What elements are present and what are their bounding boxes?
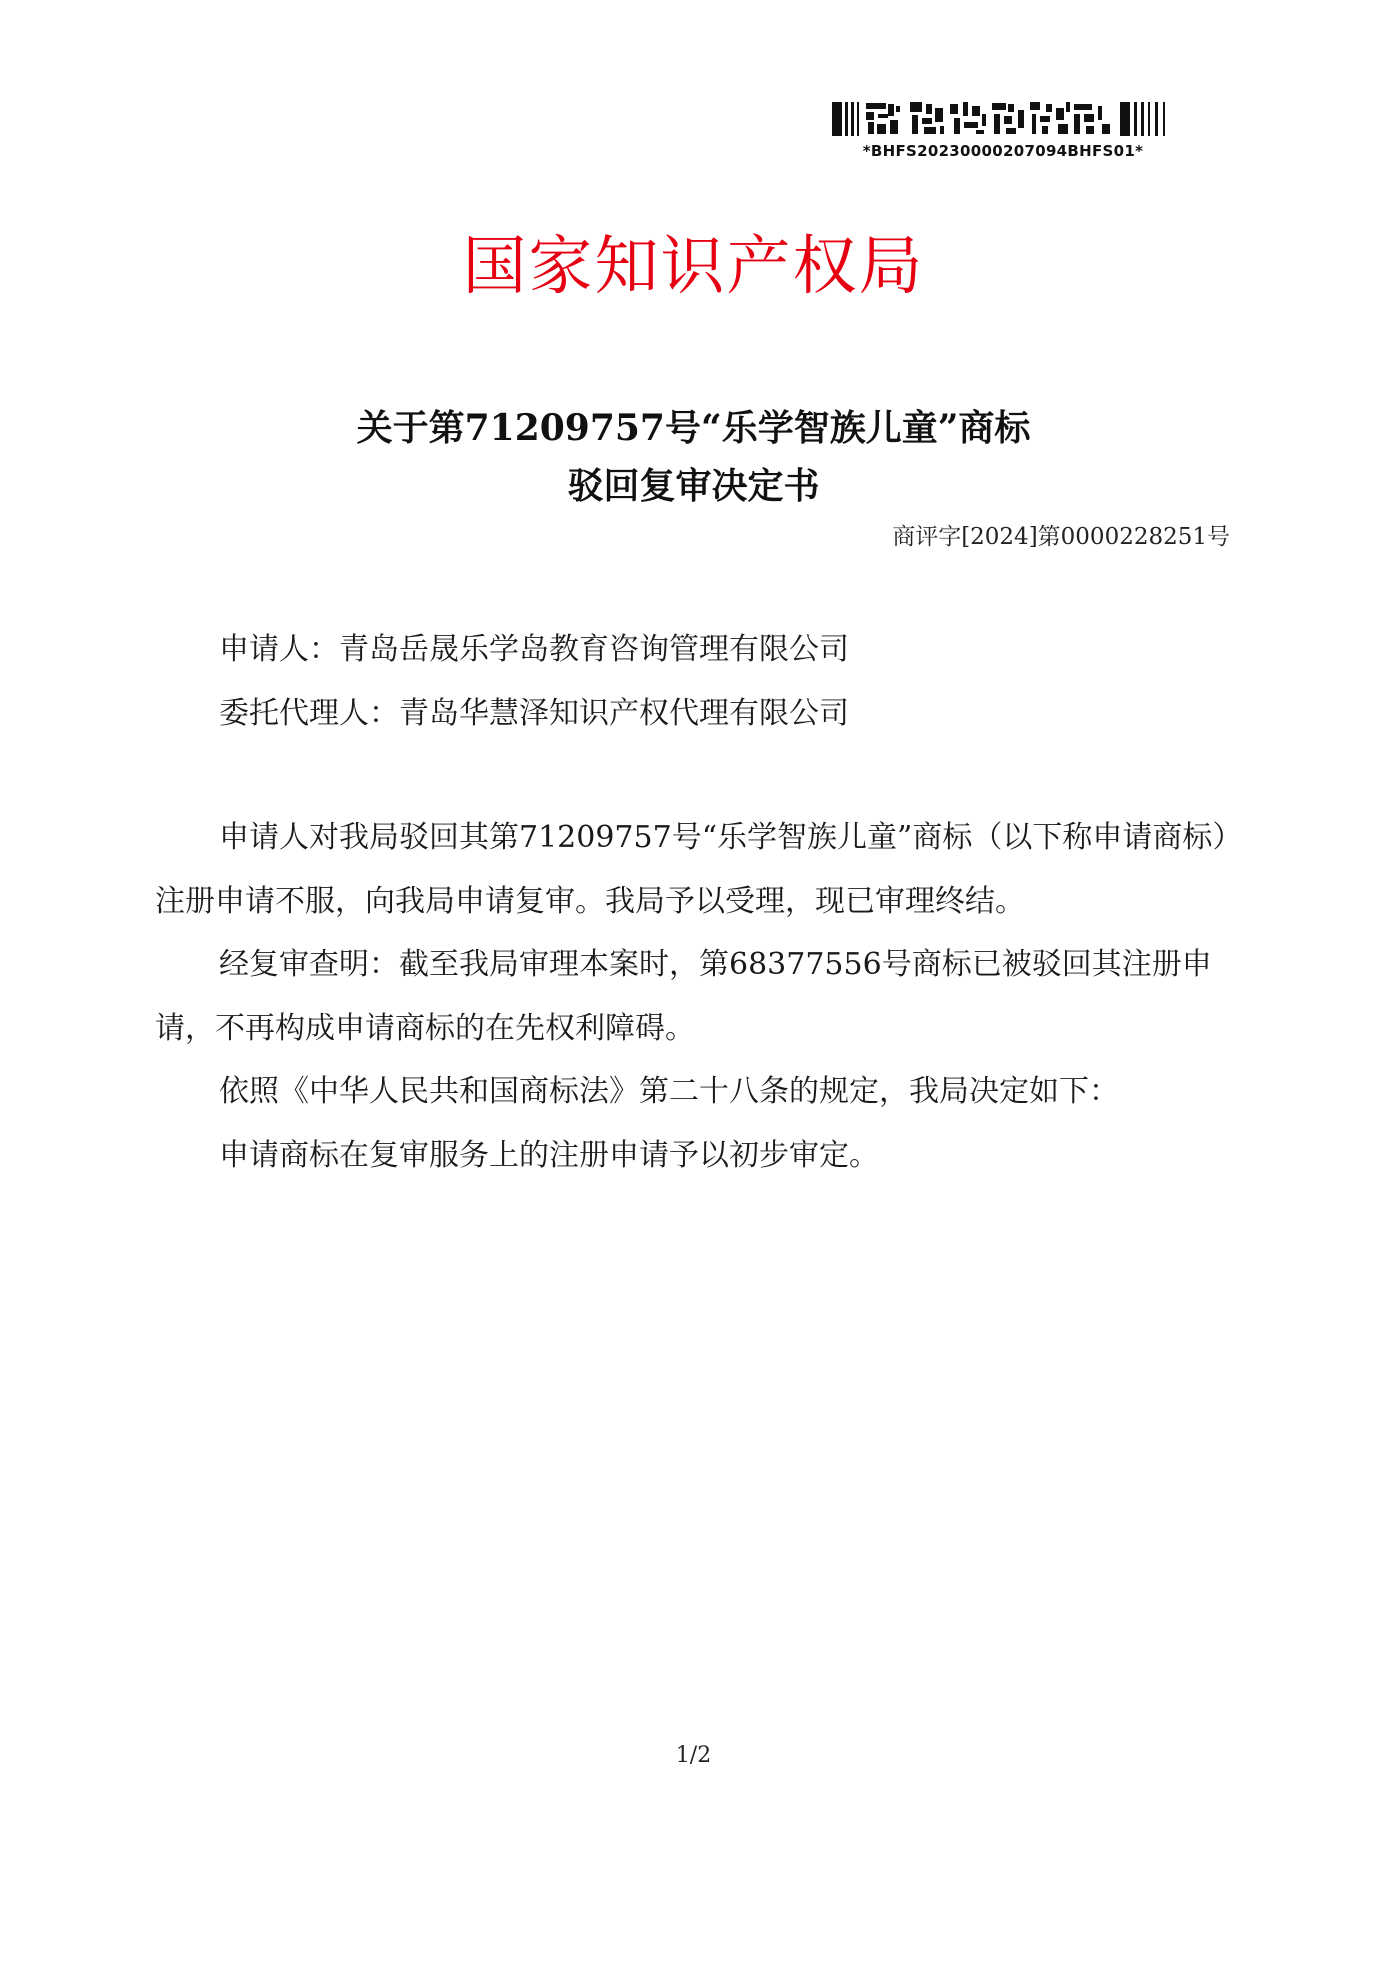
document-title-line1: 关于第71209757号“乐学智族儿童”商标 [356, 407, 1031, 449]
agent-line: 委托代理人：青岛华慧泽知识产权代理有限公司 [219, 696, 849, 731]
issuing-agency: 国家知识产权局 [462, 230, 925, 304]
page-number: 1/2 [675, 1743, 712, 1768]
barcode-image [830, 100, 1180, 140]
body-paragraph: 依照《中华人民共和国商标法》第二十八条的规定，我局决定如下： [219, 1074, 1119, 1109]
barcode-text: *BHFS20230000207094BHFS01* [862, 142, 1144, 160]
document-title-line2: 驳回复审决定书 [567, 465, 820, 507]
body-paragraph: 申请商标在复审服务上的注册申请予以初步审定。 [219, 1137, 879, 1173]
barcode-block [828, 100, 1188, 160]
body-paragraph: 经复审查明：截至我局审理本案时，第68377556号商标已被驳回其注册申请，不再构成申请商标的在先权利障碍。 [155, 947, 1212, 1046]
applicant-line: 申请人：青岛岳晟乐学岛教育咨询管理有限公司 [219, 632, 849, 667]
decision-body [155, 806, 1235, 1187]
document-number: 商评字[2024]第0000228251号 [892, 524, 1230, 550]
body-paragraph: 申请人对我局驳回其第71209757号“乐学智族儿童”商标（以下称申请商标）注册申请不服，向我局申请复审。我局予以受理，现已审理终结。 [155, 820, 1228, 919]
